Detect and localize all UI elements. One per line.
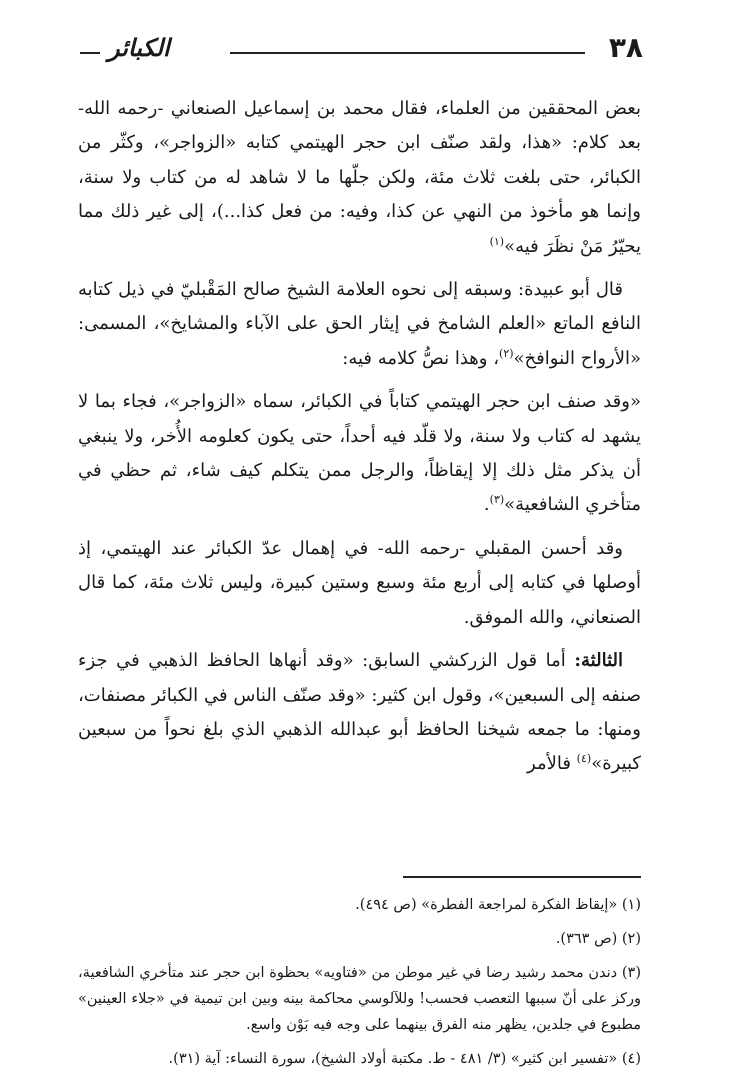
header-rule — [230, 52, 585, 54]
paragraph-5-text: أما قول الزركشي السابق: «وقد أنهاها الحافظ الذهبي في جزء صنفه إلى السبعين»، وقول ابن كثير: «وقد صنّف الناس في الكبائر مصنفات، ومنها: ما جمعه شيخنا الحافظ أبو عبدالله الذهبي الذي بلغ نحواً من سبعين كبيرة» — [78, 650, 641, 775]
footnote-1: (١) «إيقاظ الفكرة لمراجعة الفطرة» (ص ٤٩٤). — [355, 897, 641, 913]
main-text — [78, 92, 641, 782]
footnotes — [78, 892, 641, 1072]
paragraph-2-tail: ، وهذا نصُّ كلامه فيه: — [342, 347, 500, 369]
paragraph-3-text: «وقد صنف ابن حجر الهيتمي كتاباً في الكبائر، سماه «الزواجر»، فجاء بما لا يشهد له كتاب ولا سنة، ولا قلّد فيه أحداً، حتى يكون كعلومه الأُخر، ولا ينبغي أن يذكر مثل ذلك إلا إيقاظاً، والرجل ممن يتكلم كيف شاء، ثم حظي في متأخري الشافعية» — [78, 391, 641, 516]
paragraph-5-lead: الثالثة: — [574, 650, 623, 672]
paragraph-4-text: وقد أحسن المقبلي -رحمه الله- في إهمال عدّ الكبائر عند الهيتمي، إذ أوصلها في كتابه إلى أربع مئة وسبع وستين كبيرة، وليس ثلاث مئة، كما قال الصنعاني، والله الموفق. — [78, 537, 641, 628]
paragraph-4 — [78, 532, 641, 635]
page-number: ٣٨ — [608, 31, 643, 64]
footnote-4: (٤) «تفسير ابن كثير» (٣/ ٤٨١ - ط. مكتبة أولاد الشيخ)، سورة النساء: آية (٣١). — [168, 1051, 641, 1067]
running-title: الكبائر — [108, 33, 170, 62]
paragraph-2 — [78, 273, 641, 376]
footnote-ref-3: (٣) — [489, 493, 505, 507]
paragraph-3-quote — [78, 385, 641, 523]
footnote-separator — [403, 876, 641, 878]
footnote-2: (٢) (ص ٣٦٣). — [555, 931, 641, 947]
paragraph-1-text: بعض المحققين من العلماء، فقال محمد بن إسماعيل الصنعاني -رحمه الله- بعد كلام: «هذا، ولقد صنّف ابن حجر الهيتمي كتابه «الزواجر»، وكثّر من الكبائر، حتى بلغت ثلاث مئة، ولكن جلّها ما لا شاهد له من كتاب ولا سنة، وإنما هو مأخوذ من النهي عن كذا، وفيه: من فعل كذا...)، إلى غير ذلك مما يحيّرُ مَنْ نظَرَ فيه» — [78, 98, 642, 257]
paragraph-1 — [78, 92, 641, 264]
paragraph-2-text: قال أبو عبيدة: وسبقه إلى نحوه العلامة الشيخ صالح المَقْبليّ في ذيل كتابه النافع الماتع «العلم الشامخ في إيثار الحق على الآباء والمشايخ»، المسمى: «الأرواح النوافخ» — [78, 279, 641, 369]
footnote-ref-4: (٤) — [576, 752, 592, 766]
paragraph-3-tail: . — [483, 494, 490, 516]
footnote-3: (٣) دندن محمد رشيد رضا في غير موطن من «فتاويه» بحظوة ابن حجر عند متأخري الشافعية، وركز على أنّ سببها التعصب فحسب! وللآلوسي محاكمة بينه وبين ابن تيمية في «جلاء العينين» مطبوع في جلدين، يظهر منه الفرق بينهما على وجه فيه بَوْن واسع. — [78, 965, 642, 1033]
paragraph-5 — [78, 644, 641, 782]
page-header — [80, 30, 643, 74]
footnote-ref-2: (٢) — [499, 346, 514, 360]
paragraph-5-tail: فالأمر — [527, 753, 577, 775]
header-rule-end — [80, 52, 100, 54]
footnote-ref-1: (١) — [489, 234, 505, 248]
